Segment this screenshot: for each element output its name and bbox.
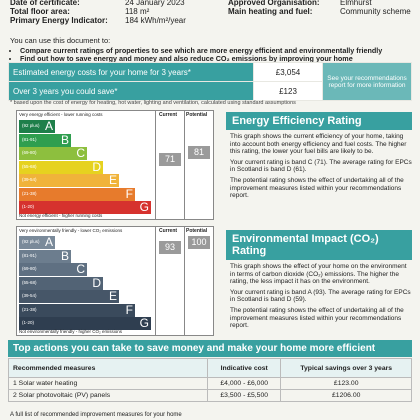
organisation-value: Elmhurst	[340, 0, 372, 7]
band-letter: C	[76, 262, 85, 276]
band-letter: D	[92, 275, 101, 290]
current-rating-arrow: 93	[159, 241, 181, 254]
band-letter: G	[139, 316, 149, 330]
efficiency-paragraph-3: The potential rating shows the effect of undertaking all of the improvement measures listed within your recommendations report.	[230, 176, 404, 200]
environment-top-label: Very environmentally friendly - lower CO₂ emissions	[19, 228, 123, 233]
efficiency-paragraph-2: Your current rating is band C (71). The average rating for EPCs in Scotland is band D (61).	[230, 158, 412, 174]
rating-band-e	[19, 290, 119, 303]
environment-bottom-label: Not environmentally friendly - higher CO₂ emissions	[19, 329, 123, 334]
table-row	[9, 390, 412, 402]
cost-cell: £4,000 - £6,000	[208, 378, 281, 390]
current-column-header: Current	[159, 112, 178, 118]
measure-cell: 1 Solar water heating	[9, 378, 208, 390]
band-range-label: (39-54)	[22, 293, 37, 298]
energy-efficiency-panel	[226, 112, 412, 200]
band-range-label: (1-20)	[22, 320, 35, 325]
band-letter: G	[139, 200, 149, 214]
rating-band-c	[19, 147, 87, 160]
savings-header: Typical savings over 3 years	[281, 359, 412, 378]
rating-band-b	[19, 134, 71, 147]
band-range-label: (1-20)	[22, 204, 35, 209]
environmental-impact-chart	[16, 226, 214, 336]
band-range-label: (69-80)	[22, 150, 37, 155]
environment-panel-title: Environmental Impact (CO₂) Rating	[226, 230, 412, 260]
potential-rating-arrow: 81	[188, 146, 210, 159]
heating-value: Community scheme	[340, 7, 411, 16]
measures-header: Recommended measures	[9, 359, 208, 378]
band-letter: A	[44, 119, 53, 133]
recommended-measures-table	[8, 358, 412, 402]
intro-lead: You can use this document to:	[10, 36, 111, 45]
band-range-label: (21-38)	[22, 190, 37, 196]
estimated-cost-value: £3,054	[254, 63, 323, 82]
rating-band-f	[19, 304, 135, 317]
savings-cell: £1206.00	[281, 390, 412, 402]
current-column-header: Current	[159, 228, 178, 234]
band-range-label: (55-68)	[22, 279, 37, 285]
band-letter: D	[92, 159, 101, 174]
environmental-impact-panel	[226, 230, 412, 330]
band-letter: F	[125, 186, 133, 201]
band-range-label: (21-38)	[22, 306, 37, 312]
column-divider	[184, 227, 185, 335]
rating-band-c	[19, 263, 87, 276]
rating-band-a	[19, 120, 55, 133]
date-label: Date of certificate:	[10, 0, 80, 7]
band-letter: B	[60, 132, 69, 147]
efficiency-paragraph-1: This graph shows the current efficiency of your home, taking into account both energy efficiency and fuel costs. The higher this rating, the lower your fuel bills are likely to be.	[230, 133, 407, 156]
rating-band-f	[19, 188, 135, 201]
environment-paragraph-1: This graph shows the effect of your home on the environment in terms of carbon dioxide (CO₂) emissions. The higher the rating, the less impact it has on the environment.	[230, 263, 407, 286]
current-rating-arrow: 71	[159, 153, 181, 166]
savings-value: £123	[254, 82, 323, 101]
intro-list	[10, 47, 382, 63]
band-letter: B	[60, 248, 69, 263]
environment-paragraph-3: The potential rating shows the effect of undertaking all of the improvement measures listed within your recommendations report.	[230, 306, 404, 330]
band-range-label: (81-91)	[22, 136, 37, 142]
potential-column-header: Potential	[186, 228, 208, 234]
energy-cost-table	[8, 62, 412, 101]
estimated-cost-row	[9, 63, 412, 82]
intro-section	[10, 36, 382, 63]
band-letter: A	[44, 235, 53, 249]
measures-footnote: A full list of recommended improvement measures for your home	[10, 412, 182, 418]
intro-bullet-save: • Find out how to save energy and money and also reduce CO₂ emissions by improving your home	[20, 55, 382, 63]
efficiency-top-label: Very energy efficient - lower running costs	[19, 112, 103, 117]
column-divider	[155, 227, 156, 335]
band-range-label: (92 plus)	[22, 123, 40, 128]
potential-column-header: Potential	[186, 112, 208, 118]
savings-cell: £123.00	[281, 378, 412, 390]
environment-paragraph-2: Your current rating is band A (93). The average rating for EPCs in Scotland is band D (59).	[230, 288, 411, 304]
potential-rating-arrow: 100	[188, 236, 210, 249]
efficiency-bottom-label: Not energy efficient - higher running costs	[19, 213, 103, 218]
cost-cell: £3,500 - £5,500	[208, 390, 281, 402]
floor-area-value: 118 m²	[125, 7, 150, 16]
rating-band-b	[19, 250, 71, 263]
efficiency-panel-title: Energy Efficiency Rating	[226, 112, 412, 130]
savings-label: Over 3 years you could save*	[9, 82, 254, 101]
date-value: 24 January 2023	[125, 0, 185, 7]
band-range-label: (69-80)	[22, 266, 37, 271]
column-divider	[155, 111, 156, 219]
recommendations-note: See your recommendations report for more information	[323, 63, 412, 101]
band-letter: E	[108, 289, 117, 303]
rating-band-d	[19, 277, 103, 290]
table-header-row	[9, 359, 412, 378]
estimated-cost-label: Estimated energy costs for your home for 3 years*	[9, 63, 254, 82]
intro-bullet-compare: • Compare current ratings of properties to see which are more energy efficient and environmentally friendly	[20, 47, 382, 55]
rating-band-d	[19, 161, 103, 174]
rating-band-e	[19, 174, 119, 187]
band-letter: C	[76, 146, 85, 160]
energy-efficiency-chart	[16, 110, 214, 220]
primary-indicator-label: Primary Energy Indicator:	[10, 16, 108, 25]
band-range-label: (39-54)	[22, 177, 37, 182]
band-range-label: (92 plus)	[22, 239, 40, 244]
cost-header: Indicative cost	[208, 359, 281, 378]
band-range-label: (81-91)	[22, 252, 37, 258]
floor-area-label: Total floor area:	[10, 7, 70, 16]
table-row	[9, 378, 412, 390]
primary-indicator-value: 184 kWh/m²/year	[125, 16, 186, 25]
organisation-label: Approved Organisation:	[228, 0, 320, 7]
measure-cell: 2 Solar photovoltaic (PV) panels	[9, 390, 208, 402]
cost-footnote: * based upon the cost of energy for heating, hot water, lighting and ventilation, calculated using standard assumptions	[10, 100, 296, 106]
column-divider	[184, 111, 185, 219]
band-letter: F	[125, 302, 133, 317]
band-range-label: (55-68)	[22, 163, 37, 169]
rating-band-a	[19, 236, 55, 249]
heating-label: Main heating and fuel:	[228, 7, 313, 16]
band-letter: E	[108, 173, 117, 187]
top-actions-title: Top actions you can take to save money and make your home more efficient	[8, 340, 412, 357]
